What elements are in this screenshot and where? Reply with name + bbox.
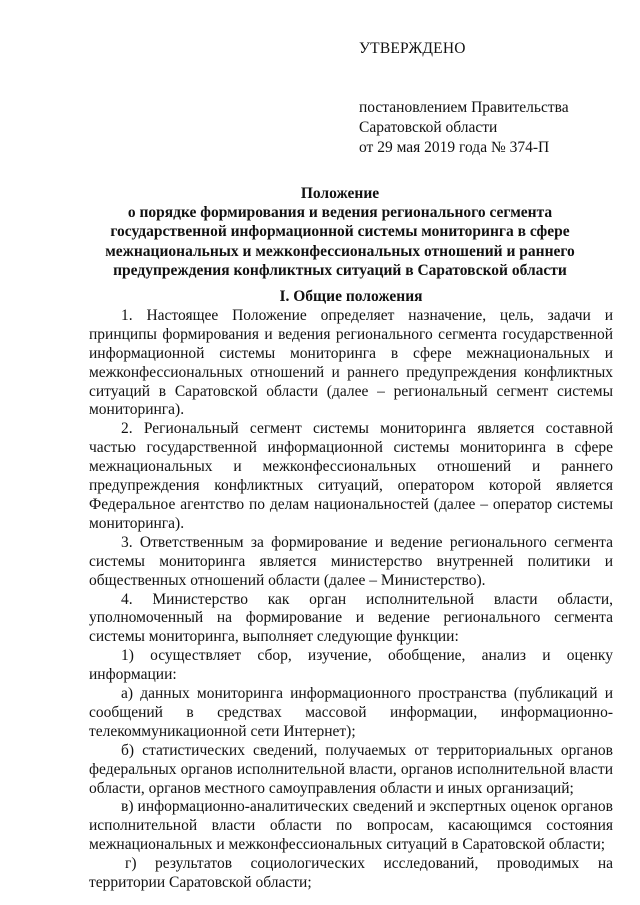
paragraph: в) информационно-аналитических сведений и экспертных оценок органов исполнительной власти области по вопросам, касающимся состояния межнациональных и межконфессиональных ситуаций в Саратовской области; <box>89 798 613 854</box>
title-line: государственной информационной системы мониторинга в сфере <box>110 223 570 241</box>
paragraph: 3. Ответственным за формирование и ведение регионального сегмента системы мониторинга является министерство внутренней политики и общественных отношений области (далее – Министерство). <box>89 533 613 589</box>
approval-line: Саратовской области <box>359 119 498 136</box>
document-title <box>80 184 600 280</box>
title-line: Положение <box>300 185 380 202</box>
title-line: предупреждения конфликтных ситуаций в Саратовской области <box>113 261 567 279</box>
paragraph: 1) осуществляет сбор, изучение, обобщение, анализ и оценку информации: <box>89 647 613 684</box>
approval-spacer <box>359 59 619 98</box>
document-body <box>89 288 613 893</box>
paragraph: 1. Настоящее Положение определяет назначение, цель, задачи и принципы формирования и ведения регионального сегмента государственной информационной системы мониторинга в сфере межнациональных и межконфессиональных отношений и раннего предупреждения конфликтных ситуаций в Саратовской области (далее – региональный сегмент системы мониторинга). <box>89 306 613 419</box>
paragraph: а) данных мониторинга информационного пространства (публикаций и сообщений в средствах массовой информации, информационно-телекоммуникационной сети Интернет); <box>89 685 613 740</box>
section-heading: I. Общие положения <box>279 288 423 305</box>
paragraph: 2. Региональный сегмент системы мониторинга является составной частью государственной информационной системы мониторинга в сфере межнациональных и межконфессиональных отношений и раннего предупреждения конфликтных ситуаций, оператором которой является Федеральное агентство по делам национальностей (далее – оператор системы мониторинга). <box>89 420 613 532</box>
approval-line: постановлением Правительства <box>359 99 569 116</box>
approval-heading: УТВЕРЖДЕНО <box>359 40 466 57</box>
approval-line: от 29 мая 2019 года № 374-П <box>359 139 550 156</box>
paragraph: г) результатов социологических исследований, проводимых на территории Саратовской области; <box>89 855 613 892</box>
title-line: межнациональных и межконфессиональных отношений и раннего <box>105 242 575 260</box>
title-line: о порядке формирования и ведения регионального сегмента <box>127 204 553 222</box>
paragraph: б) статистических сведений, получаемых от территориальных органов федеральных органов исполнительной власти, органов исполнительной власти области, органов местного самоуправления области и иных организаций; <box>89 741 613 797</box>
paragraph: 4. Министерство как орган исполнительной власти области, уполномоченный на формирование и ведение регионального сегмента системы мониторинга, выполняет следующие функции: <box>89 590 613 646</box>
approval-stamp <box>359 39 619 158</box>
